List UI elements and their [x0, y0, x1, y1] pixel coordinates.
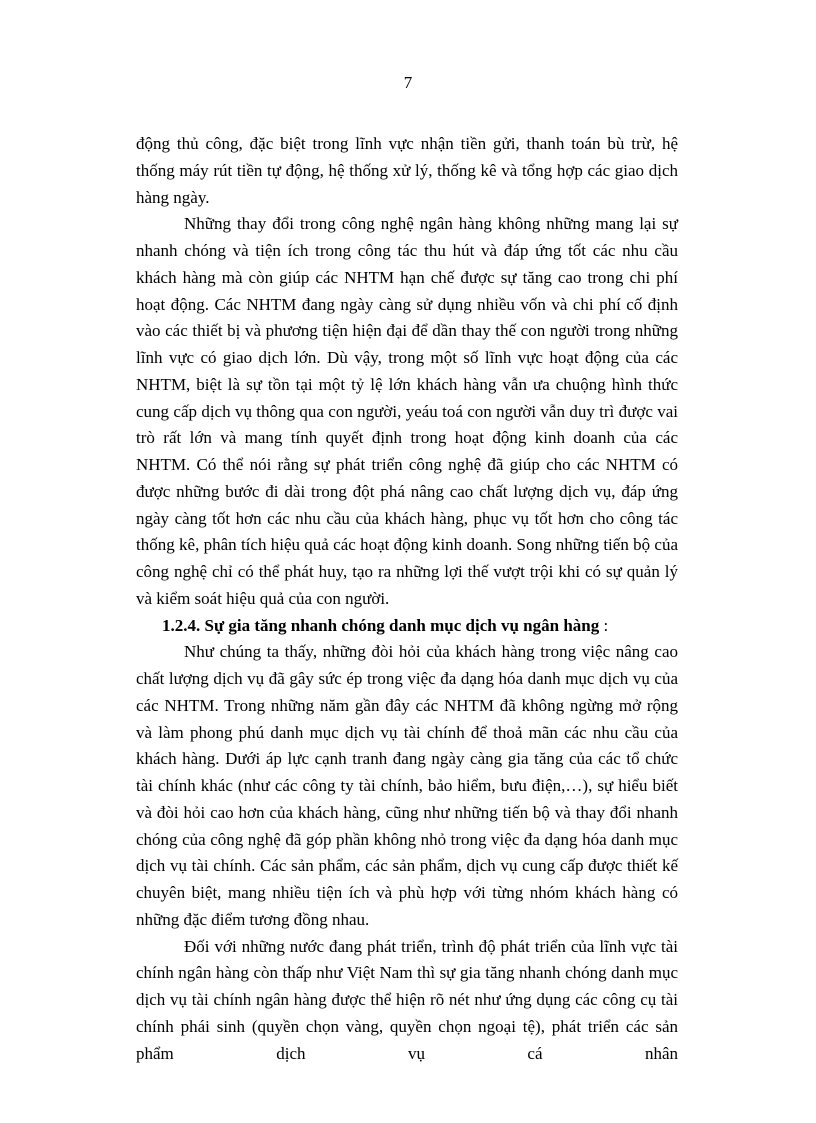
section-heading: [136, 613, 678, 640]
paragraph-service-diversification: Như chúng ta thấy, những đòi hỏi của khách hàng trong việc nâng cao chất lượng dịch vụ đã gây sức ép trong việc đa dạng hóa danh mục dịch vụ của các NHTM. Trong những năm gần đây các NHTM đã không ngừng mở rộng và làm phong phú danh mục dịch vụ tài chính để thoả mãn các nhu cầu của khách hàng. Dưới áp lực cạnh tranh đang ngày càng gia tăng của các tổ chức tài chính khác (như các công ty tài chính, bảo hiểm, bưu điện,…), sự hiểu biết và đòi hỏi cao hơn của khách hàng, cũng như những tiến bộ và thay đổi nhanh chóng của công nghệ đã góp phần không nhỏ trong việc đa dạng hóa danh mục dịch vụ tài chính. Các sản phẩm, các sản phẩm, dịch vụ cung cấp được thiết kế chuyên biệt, mang nhiều tiện ích và phù hợp với từng nhóm khách hàng có những đặc điểm tương đồng nhau.: [136, 642, 678, 929]
page-number: 7: [403, 73, 413, 92]
section-heading-suffix: :: [599, 615, 609, 635]
section-heading-title: 1.2.4. Sự gia tăng nhanh chóng danh mục dịch vụ ngân hàng: [162, 615, 600, 635]
paragraph-technology-changes: Những thay đổi trong công nghệ ngân hàng không những mang lại sự nhanh chóng và tiện ích trong công tác thu hút và đáp ứng tốt các nhu cầu khách hàng mà còn giúp các NHTM hạn chế được sự tăng cao trong chi phí hoạt động. Các NHTM đang ngày càng sử dụng nhiều vốn và chi phí cố định vào các thiết bị và phương tiện hiện đại để dần thay thế con người trong những lĩnh vực có giao dịch lớn. Dù vậy, trong một số lĩnh vực hoạt động của các NHTM, biệt là sự tồn tại một tỷ lệ lớn khách hàng vẫn ưa chuộng hình thức cung cấp dịch vụ thông qua con người, yeáu toá con người vẫn duy trì được vai trò rất lớn và mang tính quyết định trong hoạt động kinh doanh của các NHTM. Có thể nói rằng sự phát triển công nghệ đã giúp cho các NHTM có được những bước đi dài trong đột phá nâng cao chất lượng dịch vụ, đáp ứng ngày càng tốt hơn các nhu cầu của khách hàng, phục vụ tốt hơn cho công tác thống kê, phân tích hiệu quả các hoạt động kinh doanh. Song những tiến bộ của công nghệ chỉ có thể phát huy, tạo ra những lợi thế vượt trội khi có sự quản lý và kiểm soát hiệu quả của con người.: [136, 214, 678, 608]
paragraph-continuation: động thủ công, đặc biệt trong lĩnh vực nhận tiền gửi, thanh toán bù trừ, hệ thống máy rút tiền tự động, hệ thống xử lý, thống kê và tổng hợp các giao dịch hàng ngày.: [136, 134, 678, 207]
document-body: [136, 131, 678, 1067]
paragraph-developing-countries: Đối với những nước đang phát triển, trình độ phát triển của lĩnh vực tài chính ngân hàng còn thấp như Việt Nam thì sự gia tăng nhanh chóng danh mục dịch vụ tài chính ngân hàng được thể hiện rõ nét như ứng dụng các công cụ tài chính phái sinh (quyền chọn vàng, quyền chọn ngoại tệ), phát triển các sản phẩm dịch vụ cá nhân: [136, 936, 678, 1063]
